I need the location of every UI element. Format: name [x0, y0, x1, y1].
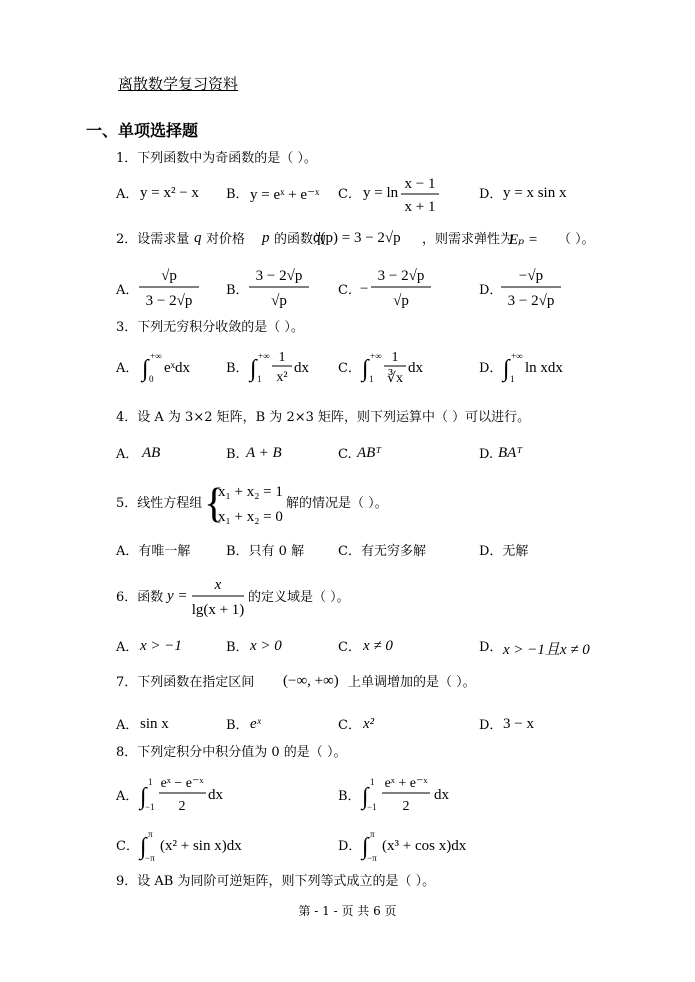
q2-stem-mid2: 的函数为: [274, 232, 327, 247]
q1-option-c-prefix: y = ln: [363, 185, 399, 201]
q6-option-d: x > −1且x ≠ 0: [503, 642, 590, 658]
q8-a-denominator: 2: [178, 799, 186, 814]
q8-option-d-integral: [360, 826, 482, 866]
q2-b-denominator: √p: [271, 293, 287, 309]
q7-stem-end: 上单调增加的是（ ）。: [348, 675, 476, 690]
q8-c-lower-limit: −π: [145, 853, 155, 863]
q8-c-integrand: (x² + sin x)dx: [160, 838, 242, 854]
q7-option-d: 3 − x: [503, 716, 534, 732]
q2-var-p: p: [262, 230, 270, 246]
q1-option-c-fraction: [398, 172, 442, 216]
q5-equation-1: x₁ + x₂ = 1: [218, 484, 283, 500]
q2-demand-formula: q(p) = 3 − 2√p: [313, 230, 401, 246]
q1-option-b: y = eˣ + e⁻ˣ: [250, 187, 320, 203]
q1-option-a-label: A．: [116, 187, 139, 202]
question-2-stem-prefix: 2．设需求量: [116, 232, 190, 247]
q7-option-a-label: A．: [116, 718, 139, 733]
q2-elasticity: Eₚ =: [509, 232, 539, 248]
q5-option-c: C．有无穷多解: [338, 544, 426, 559]
question-9-stem: 9．设 AB 为同阶可逆矩阵，则下列等式成立的是（ ）。: [116, 874, 436, 889]
q6-numerator: x: [214, 577, 222, 593]
q7-option-b-label: B．: [226, 718, 249, 733]
q1-option-d-label: D．: [479, 187, 503, 202]
q3-option-d-integral: [501, 348, 573, 388]
q3-b-lower-limit: 1: [257, 374, 262, 384]
question-4-stem: 4．设 A 为 3×2 矩阵，B 为 2×3 矩阵，则下列运算中（ ）可以进行。: [116, 410, 531, 425]
q4-option-c: ABᵀ: [357, 445, 382, 461]
q2-option-a-label: A．: [116, 283, 139, 298]
q3-d-upper-limit: +∞: [511, 351, 523, 361]
integral-sign-icon: ∫: [140, 784, 147, 810]
q8-a-dx: dx: [208, 787, 223, 803]
question-6-stem-prefix: 6．函数: [116, 590, 164, 605]
q2-option-d-fraction: [498, 263, 564, 311]
q1-c-denominator: x + 1: [404, 199, 436, 215]
q6-fraction: [190, 572, 246, 620]
q6-y-equals: y =: [167, 588, 188, 604]
q8-option-c-integral: [138, 826, 258, 866]
q1-option-b-label: B．: [226, 187, 249, 202]
integral-sign-icon: ∫: [503, 356, 510, 382]
q8-option-a-label: A．: [116, 789, 139, 804]
q6-option-a-label: A．: [116, 640, 139, 655]
q2-c-numerator: 3 − 2√p: [377, 268, 425, 284]
q6-option-a: x > −1: [140, 638, 182, 654]
q3-b-denominator: x²: [276, 370, 288, 385]
q5-equation-2: x₁ + x₂ = 0: [218, 509, 283, 525]
left-brace-icon: {: [204, 481, 225, 527]
integral-sign-icon: ∫: [142, 356, 149, 382]
q1-option-a: y = x² − x: [140, 185, 199, 201]
q8-option-d-label: D．: [338, 839, 362, 854]
q8-option-b-integral: [360, 772, 456, 818]
q6-option-b: x > 0: [250, 638, 282, 654]
q8-b-upper-limit: 1: [370, 777, 375, 787]
q3-b-numerator: 1: [278, 350, 286, 365]
q2-stem-mid3: ，则需求弹性为: [422, 232, 514, 247]
q6-denominator: lg(x + 1): [191, 602, 245, 618]
q4-option-c-label: C.: [338, 447, 352, 462]
q4-option-d-label: D.: [479, 447, 494, 462]
integral-sign-icon: ∫: [250, 356, 257, 382]
q4-option-a: AB: [142, 445, 161, 461]
q3-option-c-integral: [360, 348, 430, 390]
integral-sign-icon: ∫: [362, 356, 369, 382]
q6-stem-end: 的定义域是（ ）。: [248, 590, 350, 605]
q8-b-denominator: 2: [402, 799, 410, 814]
q2-option-d-label: D．: [479, 283, 503, 298]
q8-c-upper-limit: π: [148, 829, 153, 839]
q3-option-b-integral: [248, 348, 318, 390]
q3-c-lower-limit: 1: [369, 374, 374, 384]
q2-stem-mid1: 对价格: [206, 232, 246, 247]
q7-interval: (−∞, +∞): [283, 673, 339, 689]
question-7-stem-prefix: 7．下列函数在指定区间: [116, 675, 255, 690]
q8-a-numerator: eˣ − e⁻ˣ: [160, 776, 204, 791]
integral-sign-icon: ∫: [362, 784, 369, 810]
q8-option-b-label: B．: [338, 789, 361, 804]
q2-c-denominator: √p: [393, 293, 409, 309]
q5-option-b: B．只有 0 解: [226, 544, 305, 559]
q8-option-c-label: C．: [116, 839, 139, 854]
q3-d-lower-limit: 1: [510, 374, 515, 384]
q1-option-d: y = x sin x: [503, 185, 567, 201]
q3-c-dx: dx: [408, 360, 423, 376]
q2-d-numerator: −√p: [518, 268, 544, 284]
q2-option-c-sign: −: [360, 281, 369, 297]
q2-a-numerator: √p: [161, 268, 177, 284]
q3-a-lower-limit: 0: [149, 374, 154, 384]
q3-option-a-label: A．: [116, 361, 139, 376]
q4-option-b: A + B: [246, 445, 282, 461]
q8-d-integrand: (x³ + cos x)dx: [382, 838, 467, 854]
q6-option-b-label: B．: [226, 640, 249, 655]
q2-option-c-fraction: [368, 263, 434, 311]
integral-sign-icon: ∫: [362, 834, 369, 860]
section-heading: 一、单项选择题: [86, 121, 199, 140]
q8-b-numerator: eˣ + e⁻ˣ: [384, 776, 428, 791]
q2-b-numerator: 3 − 2√p: [255, 268, 303, 284]
q7-option-c-label: C．: [338, 718, 361, 733]
q7-option-b: eˣ: [250, 716, 261, 732]
q8-d-lower-limit: −π: [367, 853, 377, 863]
q5-option-a: A．有唯一解: [116, 544, 191, 559]
q7-option-c: x²: [363, 716, 375, 732]
q2-option-b-fraction: [246, 263, 312, 311]
q3-c-upper-limit: +∞: [370, 351, 382, 361]
q6-option-c-label: C．: [338, 640, 361, 655]
q3-option-c-label: C．: [338, 361, 361, 376]
q3-a-integrand: eˣdx: [164, 360, 190, 376]
q2-var-q: q: [194, 230, 202, 246]
question-3-stem: 3．下列无穷积分收敛的是（ ）。: [116, 320, 304, 335]
q2-d-denominator: 3 − 2√p: [507, 293, 555, 309]
q2-stem-end: （ ）。: [558, 232, 595, 247]
q3-option-b-label: B．: [226, 361, 249, 376]
q2-option-c-label: C．: [338, 283, 361, 298]
q8-option-a-integral: [138, 772, 230, 818]
q5-option-d: D．无解: [479, 544, 529, 559]
q2-option-b-label: B．: [226, 283, 249, 298]
q3-b-dx: dx: [294, 360, 309, 376]
q3-c-numerator: 1: [391, 350, 399, 365]
q8-d-upper-limit: π: [370, 829, 375, 839]
q3-d-integrand: ln xdx: [525, 360, 563, 376]
integral-sign-icon: ∫: [140, 834, 147, 860]
question-8-stem: 8．下列定积分中积分值为 0 的是（ ）。: [116, 745, 347, 760]
q1-c-numerator: x − 1: [404, 176, 436, 192]
q8-a-lower-limit: −1: [145, 802, 155, 812]
q4-option-a-label: A．: [116, 447, 139, 462]
q7-option-a: sin x: [140, 716, 169, 732]
q2-option-a-fraction: [136, 263, 202, 311]
q6-option-c: x ≠ 0: [363, 638, 393, 654]
document-title: 离散数学复习资料: [118, 75, 239, 93]
q3-a-upper-limit: +∞: [150, 351, 162, 361]
q1-option-c-label: C．: [338, 187, 361, 202]
q3-b-upper-limit: +∞: [258, 351, 270, 361]
q3-option-d-label: D．: [479, 361, 503, 376]
q3-option-a-integral: [140, 348, 200, 388]
question-1-stem: 1．下列函数中为奇函数的是（ ）。: [116, 151, 317, 166]
q3-c-denominator: ∛x: [387, 371, 403, 386]
q5-stem-end: 解的情况是（ ）。: [286, 496, 388, 511]
q7-option-d-label: D．: [479, 718, 503, 733]
q4-option-b-label: B.: [226, 447, 240, 462]
q8-a-upper-limit: 1: [148, 777, 153, 787]
q2-a-denominator: 3 − 2√p: [145, 293, 193, 309]
q4-option-d: BAᵀ: [498, 445, 523, 461]
q5-equation-system: [204, 478, 288, 528]
page-footer: 第 - 1 - 页 共 6 页: [298, 904, 397, 918]
q8-b-lower-limit: −1: [367, 802, 377, 812]
question-5-stem-prefix: 5．线性方程组: [116, 496, 203, 511]
q6-option-d-label: D．: [479, 640, 503, 655]
q8-b-dx: dx: [434, 787, 449, 803]
